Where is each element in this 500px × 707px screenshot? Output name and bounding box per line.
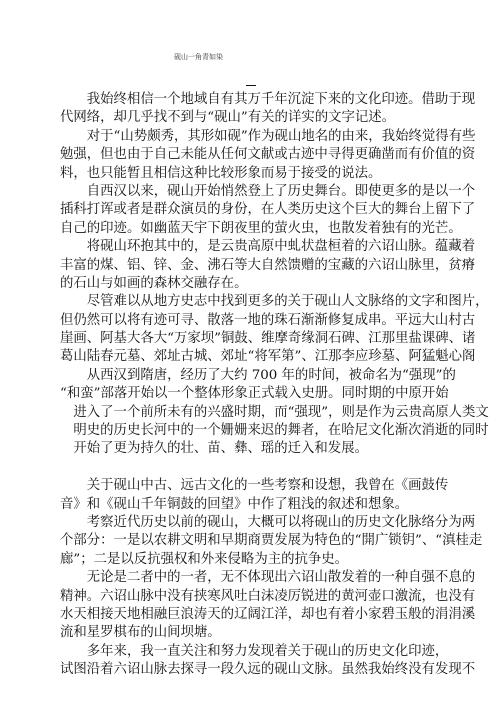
text-line: 对于“山势颇秀，其形如砚”作为砚山地名的由来，我始终觉得有些 <box>60 128 476 144</box>
text-line: 精神。六诏山脉中没有挟寒风吐白沫凌厉锐进的黄河壶口激流，也没有 <box>60 588 476 604</box>
text-line: 但仍然可以将有迹可寻、散落一地的珠石渐渐修复成串。平远大山村古 <box>60 312 476 328</box>
text-line: 自己的印迹。如幽蓝天宇下朗夜里的萤火虫，也散发着独有的光芒。 <box>60 220 462 236</box>
text-line: 代网络，却几乎找不到与“砚山”有关的详实的文字记述。 <box>60 110 396 126</box>
running-header: 砚山一角青如染 <box>174 53 223 61</box>
text-line <box>60 459 452 477</box>
text-line: 多年来，我一直关注和努力发现着关于砚山的历史文化印迹， <box>60 643 449 659</box>
text-line: 廊”；二是以反抗强权和外来侵略为主的抗争史。 <box>60 551 349 567</box>
text-line: 葛山陆春元墓、郊址古城、郊址“将军第”、江那李应珍墓、阿猛魁心阁 <box>60 349 476 365</box>
text-line: 水天相接天地相融巨浪涛天的辽阔江洋，却也有着小家碧玉般的涓涓溪 <box>60 606 476 622</box>
text-line: 我始终相信一个地域自有其万千年沉淀下来的文化印迹。借助于现 <box>60 92 476 107</box>
text-line: 进入了一个前所未有的兴盛时期，而“强现”，则是作为云贵高原人类文 <box>60 404 489 420</box>
text-line: 试图沿着六诏山脉去探寻一段久远的砚山文脉。虽然我始终没有发现不 <box>60 662 476 678</box>
text-line: 音》和《砚山千年铜鼓的回望》中作了粗浅的叙述和想象。 <box>60 496 409 512</box>
text-line: “和蛮”部落开始以一个整体形象正式载入史册。同时期的中原开始 <box>60 386 449 402</box>
text-line: 料，也只能暂且相信这种比较形象而易于接受的说法。 <box>60 165 382 181</box>
text-line: 个部分：一是以农耕文明和早期商贾发展为特色的“開广锁钥”、“滇桂走 <box>60 533 483 549</box>
article-body <box>60 91 489 680</box>
text-line: 的石山与如画的森林交融存在。 <box>60 275 248 291</box>
text-line: 自西汉以来，砚山开始悄然登上了历史舞台。即使更多的是以一个 <box>60 183 476 199</box>
text-line: 将砚山环抱其中的，是云贵高原中虬状盘桓着的六诏山脉。蕴藏着 <box>60 239 476 255</box>
text-line: 关于砚山中古、远古文化的一些考察和设想，我曾在《画鼓传 <box>60 478 449 494</box>
section-number-one <box>246 85 256 86</box>
text-line: 开始了更为持久的壮、苗、彝、瑶的迁入和发展。 <box>60 441 368 457</box>
text-line: 勉强，但也由于自己未能从任何文献或古迹中寻得更确凿而有价值的资 <box>60 147 476 163</box>
text-line: 流和星罗棋布的山间坝塘。 <box>60 625 221 641</box>
text-line: 崖画、阿基大各大“万家坝”铜鼓、维摩奇缘洞石碑、江那里盐课碑、诸 <box>60 331 476 347</box>
text-line: 从西汉到隋唐，经历了大约 700 年的时间，被命名为“强现”的 <box>60 367 456 383</box>
text-line: 明史的历史长河中的一个姗姗来迟的舞者，在哈尼文化渐次消逝的同时 <box>60 423 489 439</box>
text-line: 丰富的煤、铝、锌、金、沸石等大自然馈赠的宝藏的六诏山脉里，贫瘠 <box>60 257 476 273</box>
text-line: 尽管难以从地方史志中找到更多的关于砚山人文脉络的文字和图片， <box>60 294 489 310</box>
text-line: 插科打诨或者是群众演员的身份，在人类历史这个巨大的舞台上留下了 <box>60 202 476 218</box>
text-line: 无论是二者中的一者，无不体现出六诏山散发着的一种自强不息的 <box>60 570 476 586</box>
text-line: 考察近代历史以前的砚山，大概可以将砚山的历史文化脉络分为两 <box>60 514 476 530</box>
